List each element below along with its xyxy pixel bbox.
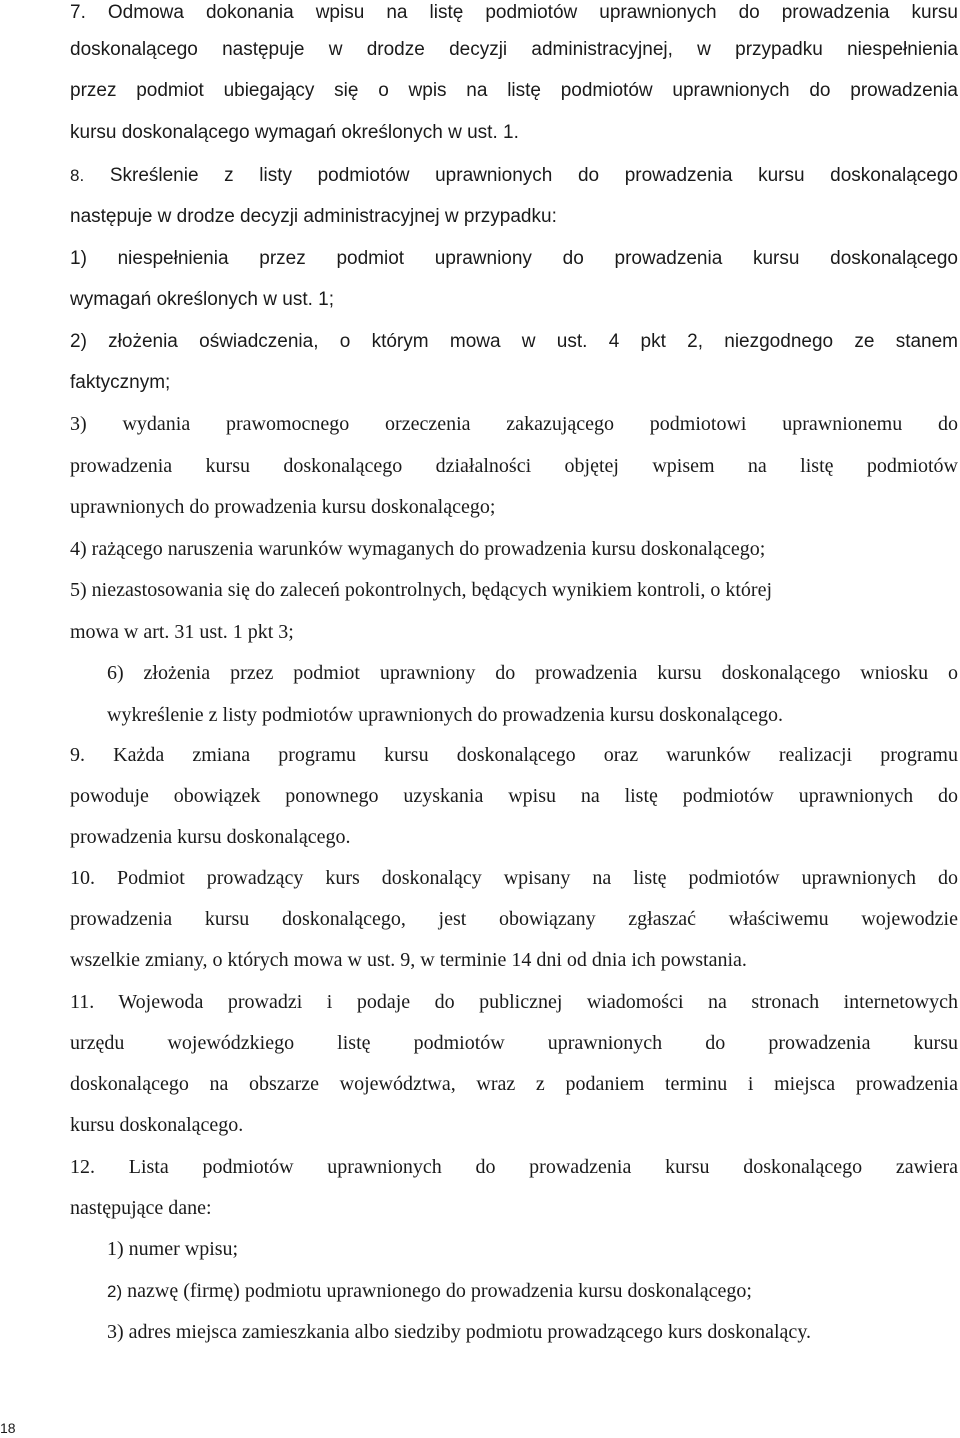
list-item-8-6-line-1: 6) złożenia przez podmiot uprawniony do prowadzenia kursu doskonalącego wniosku o (107, 662, 958, 684)
paragraph-7-line-2: doskonalącego następuje w drodze decyzji administracyjnej, w przypadku niespełnienia (70, 39, 958, 60)
list-item-8-1-line-1: 1) niespełnienia przez podmiot uprawniony do prowadzenia kursu doskonalącego (70, 248, 958, 269)
paragraph-11-line-1: 11. Wojewoda prowadzi i podaje do publicznej wiadomości na stronach internetowych (70, 991, 958, 1013)
paragraph-7-text: Odmowa dokonania wpisu na listę podmiotów uprawnionych do prowadzenia kursu (107, 2, 958, 23)
paragraph-12-line-2: następujące dane: (70, 1197, 212, 1219)
list-item-8-5-line-2: mowa w art. 31 ust. 1 pkt 3; (70, 621, 294, 643)
paragraph-10-line-2: prowadzenia kursu doskonalącego, jest obowiązany zgłaszać właściwemu wojewodzie (70, 908, 958, 930)
list-item-12-3: 3) adres miejsca zamieszkania albo siedziby podmiotu prowadzącego kurs doskonalący. (107, 1321, 812, 1343)
paragraph-8-line-1 (70, 163, 958, 189)
list-item-12-2-text: nazwę (firmę) podmiotu uprawnionego do prowadzenia kursu doskonalącego; (127, 1280, 752, 1302)
paragraph-11-line-3: doskonalącego na obszarze województwa, wraz z podaniem terminu i miejsca prowadzenia (70, 1073, 958, 1095)
list-item-8-1-line-2: wymagań określonych w ust. 1; (70, 289, 335, 310)
paragraph-11-line-2: urzędu wojewódzkiego listę podmiotów uprawnionych do prowadzenia kursu (70, 1032, 958, 1054)
paragraph-10-line-3: wszelkie zmiany, o których mowa w ust. 9, w terminie 14 dni od dnia ich powstania. (70, 949, 747, 971)
paragraph-7-number: 7. (70, 2, 86, 23)
paragraph-7-line-1 (70, 0, 958, 26)
list-item-8-2-line-1: 2) złożenia oświadczenia, o którym mowa w ust. 4 pkt 2, niezgodnego ze stanem (70, 331, 958, 352)
paragraph-12-line-1: 12. Lista podmiotów uprawnionych do prowadzenia kursu doskonalącego zawiera (70, 1156, 958, 1178)
list-item-8-4-line-1: 4) rażącego naruszenia warunków wymaganych do prowadzenia kursu doskonalącego; (70, 538, 766, 560)
paragraph-7-line-3: przez podmiot ubiegający się o wpis na listę podmiotów uprawnionych do prowadzenia (70, 80, 958, 101)
list-item-8-3-line-1: 3) wydania prawomocnego orzeczenia zakazującego podmiotowi uprawnionemu do (70, 413, 958, 435)
paragraph-8-line-2: następuje w drodze decyzji administracyjnej w przypadku: (70, 206, 557, 227)
paragraph-10-line-1: 10. Podmiot prowadzący kurs doskonalący wpisany na listę podmiotów uprawnionych do (70, 867, 958, 889)
paragraph-8-number: 8. (70, 166, 85, 185)
paragraph-9-line-2: powoduje obowiązek ponownego uzyskania wpisu na listę podmiotów uprawnionych do (70, 785, 958, 807)
page-number: 18 (0, 1420, 16, 1436)
paragraph-9-line-1: 9. Każda zmiana programu kursu doskonalącego oraz warunków realizacji programu (70, 744, 958, 766)
paragraph-8-text: Skreślenie z listy podmiotów uprawnionych do prowadzenia kursu doskonalącego (109, 165, 958, 186)
paragraph-11-line-4: kursu doskonalącego. (70, 1114, 244, 1136)
list-item-12-2-number: 2) (107, 1282, 123, 1301)
paragraph-9-line-3: prowadzenia kursu doskonalącego. (70, 826, 351, 848)
list-item-8-3-line-2: prowadzenia kursu doskonalącego działalności objętej wpisem na listę podmiotów (70, 455, 958, 477)
paragraph-7-line-4: kursu doskonalącego wymagań określonych w ust. 1. (70, 122, 519, 143)
list-item-8-6-line-2: wykreślenie z listy podmiotów uprawnionych do prowadzenia kursu doskonalącego. (107, 704, 783, 726)
list-item-8-3-line-3: uprawnionych do prowadzenia kursu doskonalącego; (70, 496, 496, 518)
list-item-12-2 (107, 1278, 958, 1304)
list-item-12-1: 1) numer wpisu; (107, 1238, 239, 1260)
list-item-8-5-line-1: 5) niezastosowania się do zaleceń pokontrolnych, będących wynikiem kontroli, o której (70, 579, 773, 601)
list-item-8-2-line-2: faktycznym; (70, 372, 171, 393)
